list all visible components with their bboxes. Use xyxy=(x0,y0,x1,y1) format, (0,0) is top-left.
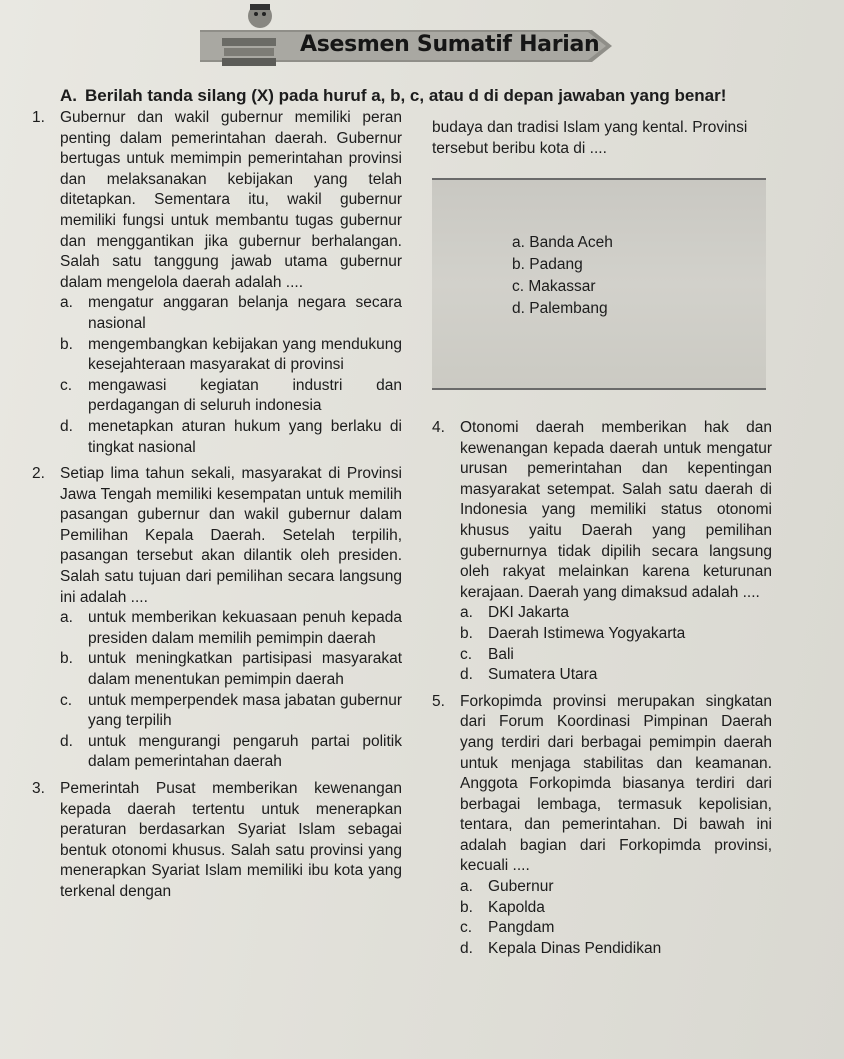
option-text: Makassar xyxy=(528,278,596,295)
option-text: untuk mengurangi pengaruh partai politik dalam pemerintahan daerah xyxy=(88,732,402,771)
option-letter[interactable]: c. xyxy=(512,278,525,295)
question-number: 1. xyxy=(32,109,45,126)
option-letter[interactable]: b. xyxy=(460,898,473,916)
question-3-continuation: budaya dan tradisi Islam yang kental. Provinsi tersebut beribu kota di .... xyxy=(432,119,748,157)
option-1a[interactable] xyxy=(32,293,402,334)
option-3d[interactable] xyxy=(512,298,613,320)
option-text: Gubernur xyxy=(488,878,554,896)
question-number: 3. xyxy=(32,780,45,797)
option-2c[interactable] xyxy=(32,691,402,732)
option-2a[interactable] xyxy=(32,608,402,649)
option-text: Sumatera Utara xyxy=(488,666,598,684)
option-letter[interactable]: c. xyxy=(60,376,73,394)
student-mascot-icon xyxy=(220,0,278,68)
option-text: untuk meningkatkan partisipasi masyarakat dalam menentukan pemimpin daerah xyxy=(88,650,402,689)
option-text: Bali xyxy=(488,645,514,663)
question-text: Otonomi daerah memberikan hak dan kewenangan kepada daerah untuk mengatur urusan pemerintahan dan kepentingan masyarakat setempat. Salah satu daerah di Indonesia yang memiliki status otonomi khusus yaitu Daerah yang pemilihan gubernurnya tidak dipilih secara langsung oleh rakyat melainkan karena keturunan kerajaan. Daerah yang dimaksud adalah .... xyxy=(460,419,772,601)
option-letter[interactable]: c. xyxy=(460,645,473,663)
option-5a[interactable] xyxy=(432,877,772,898)
option-letter[interactable]: b. xyxy=(60,650,73,668)
question-4 xyxy=(432,418,772,603)
option-text: Padang xyxy=(529,256,583,273)
option-text: mengembangkan kebijakan yang mendukung kesejahteraan masyarakat di provinsi xyxy=(88,335,402,374)
instruction-text: Berilah tanda silang (X) pada huruf a, b, c, atau d di depan jawaban yang benar! xyxy=(85,86,727,105)
option-text: menetapkan aturan hukum yang berlaku di tingkat nasional xyxy=(88,417,402,456)
option-4b[interactable] xyxy=(432,624,772,645)
option-letter[interactable]: d. xyxy=(512,300,525,317)
option-4a[interactable] xyxy=(432,603,772,624)
question-2 xyxy=(32,464,402,608)
option-letter[interactable]: b. xyxy=(60,335,73,353)
option-5c[interactable] xyxy=(432,918,772,939)
option-text: untuk memberikan kekuasaan penuh kepada presiden dalam memilih pemimpin daerah xyxy=(88,609,402,647)
question-number: 4. xyxy=(432,419,445,436)
option-2b[interactable] xyxy=(32,649,402,690)
question-5 xyxy=(432,692,772,877)
option-text: Kapolda xyxy=(488,898,545,916)
answer-box-question-3 xyxy=(432,178,766,390)
option-text: DKI Jakarta xyxy=(488,604,569,622)
question-number: 5. xyxy=(432,692,445,710)
option-text: untuk memperpendek masa jabatan gubernur yang terpilih xyxy=(88,691,402,730)
left-column xyxy=(32,108,402,903)
option-2d[interactable] xyxy=(32,732,402,773)
option-text: mengawasi kegiatan industri dan perdagangan di seluruh indonesia xyxy=(88,376,402,415)
option-3a[interactable] xyxy=(512,232,613,254)
option-letter[interactable]: a. xyxy=(60,609,73,627)
option-text: Daerah Istimewa Yogyakarta xyxy=(488,624,686,642)
option-letter[interactable]: d. xyxy=(460,939,473,957)
page-title: Asesmen Sumatif Harian xyxy=(300,32,600,57)
option-text: Banda Aceh xyxy=(529,234,613,251)
option-text: mengatur anggaran belanja negara secara nasional xyxy=(88,294,402,332)
option-letter[interactable]: c. xyxy=(460,919,473,937)
question-text: Gubernur dan wakil gubernur memiliki peran penting dalam pemerintahan daerah. Gubernur bertugas untuk memimpin pemerintahan provinsi dan melaksanakan kebijakan yang telah ditetapkan. Sementara itu, wakil gubernur memiliki fungsi untuk membantu tugas gubernur dan menggantikan jika gubernur berhalangan. Salah satu tanggung jawab utama gubernur dalam mengelola daerah adalah .... xyxy=(60,109,402,291)
option-1c[interactable] xyxy=(32,376,402,417)
option-letter[interactable]: d. xyxy=(460,666,473,684)
option-text: Kepala Dinas Pendidikan xyxy=(488,939,662,957)
option-1d[interactable] xyxy=(32,417,402,458)
option-letter[interactable]: d. xyxy=(60,732,73,750)
question-text: Pemerintah Pusat memberikan kewenangan kepada daerah tertentu untuk menerapkan peraturan berdasarkan Syariat Islam sebagai bentuk otonomi khusus. Salah satu provinsi yang menerapkan Syariat Islam memiliki ibu kota yang terkenal dengan xyxy=(60,780,402,900)
option-letter[interactable]: d. xyxy=(60,417,73,435)
section-instruction xyxy=(60,86,726,106)
option-3b[interactable] xyxy=(512,254,613,276)
option-4d[interactable] xyxy=(432,665,772,686)
section-label: A. xyxy=(60,86,77,105)
question-text: Setiap lima tahun sekali, masyarakat di Provinsi Jawa Tengah memiliki kesempatan untuk memilih pasangan gubernur dan wakil gubernur dalam Pemilihan Kepala Daerah. Setelah terpilih, pasangan tersebut akan dilantik oleh presiden. Salah satu tujuan dari pemilihan secara langsung ini adalah .... xyxy=(60,465,402,606)
option-letter[interactable]: a. xyxy=(460,604,473,622)
option-letter[interactable]: b. xyxy=(460,624,473,642)
option-5d[interactable] xyxy=(432,939,772,960)
question-text: Forkopimda provinsi merupakan singkatan dari Forum Koordinasi Pimpinan Daerah yang terdiri dari berbagai pemimpin daerah untuk menjaga stabilitas dan keamanan. Anggota Forkopimda biasanya terdiri dari berbagai lembaga, termasuk kepolisian, tentara, dan pemerintahan. Di bawah ini adalah bagian dari Forkopimda provinsi, kecuali .... xyxy=(460,692,772,875)
question-3 xyxy=(32,779,402,903)
right-column xyxy=(432,418,772,959)
option-4c[interactable] xyxy=(432,645,772,666)
option-3c[interactable] xyxy=(512,276,613,298)
question-number: 2. xyxy=(32,465,45,483)
option-text: Pangdam xyxy=(488,919,555,937)
option-letter[interactable]: c. xyxy=(60,691,73,709)
option-5b[interactable] xyxy=(432,898,772,919)
option-letter[interactable]: a. xyxy=(60,294,73,312)
option-text: Palembang xyxy=(529,300,608,317)
option-letter[interactable]: a. xyxy=(512,234,525,251)
question-1 xyxy=(32,108,402,293)
option-1b[interactable] xyxy=(32,335,402,376)
option-letter[interactable]: b. xyxy=(512,256,525,273)
option-letter[interactable]: a. xyxy=(460,878,473,896)
